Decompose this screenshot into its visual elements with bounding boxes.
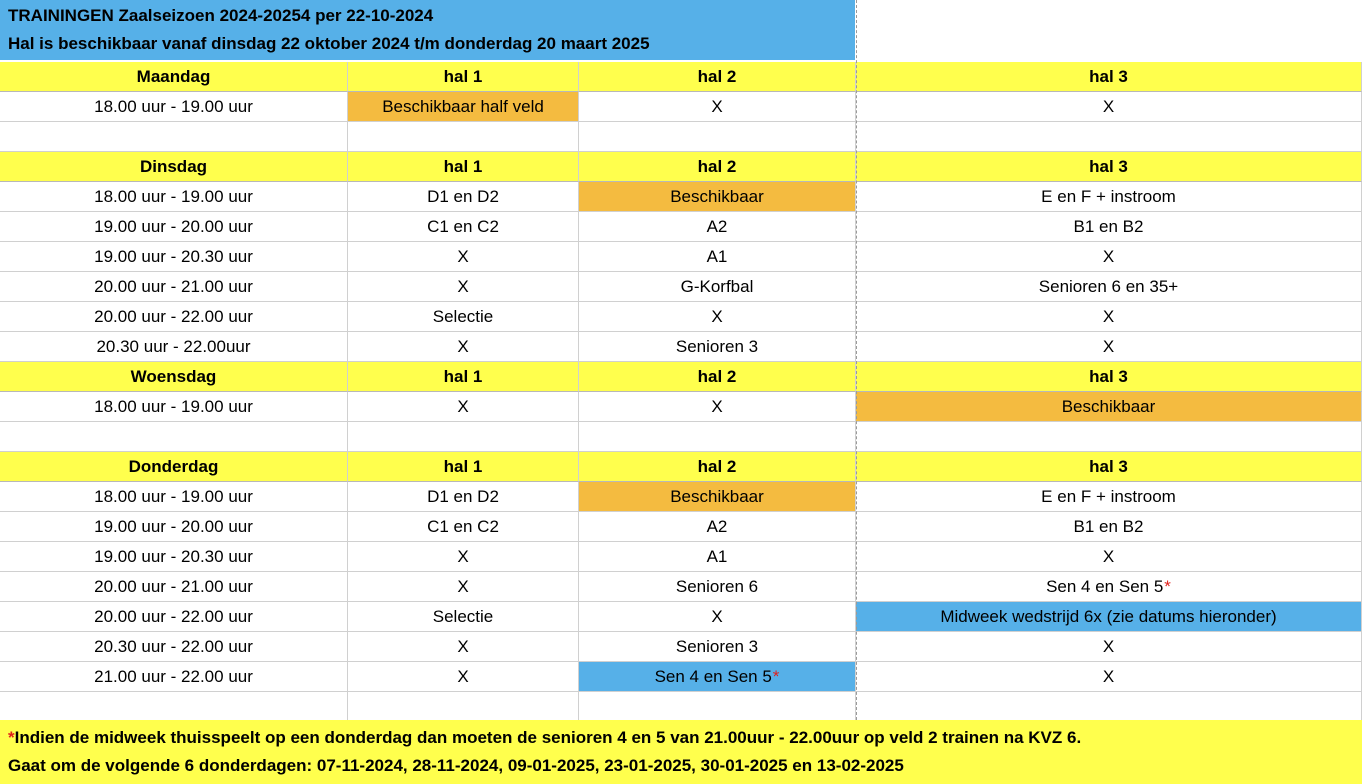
cell-text: X <box>1102 636 1115 656</box>
table-row <box>0 272 1362 302</box>
hal1-cell[interactable] <box>348 242 579 272</box>
cell-text: 20.00 uur - 21.00 uur <box>94 276 253 296</box>
title-line-2: Hal is beschikbaar vanaf dinsdag 22 oktober 2024 t/m donderdag 20 maart 2025 <box>8 34 650 53</box>
time-cell[interactable] <box>0 512 348 542</box>
cell-text: Senioren 3 <box>675 636 759 656</box>
day-label[interactable] <box>0 452 348 482</box>
hal3-cell[interactable] <box>856 602 1362 632</box>
hall-header[interactable] <box>348 452 579 482</box>
title-line-1: TRAININGEN Zaalseizoen 2024-20254 per 22-10-2024 <box>8 6 434 25</box>
hal3-cell[interactable] <box>856 332 1362 362</box>
hal2-cell[interactable] <box>579 242 856 272</box>
cell-text: X <box>1102 246 1115 266</box>
hal3-cell[interactable] <box>856 482 1362 512</box>
table-row <box>0 572 1362 602</box>
footnote-line-1 <box>8 728 1081 748</box>
cell-text: hal 3 <box>1089 66 1128 86</box>
cell-text: hal 2 <box>697 456 737 476</box>
cell-text: Woensdag <box>130 366 217 386</box>
hal1-cell[interactable] <box>348 632 579 662</box>
footnote-star: * <box>8 728 15 747</box>
time-cell[interactable] <box>0 482 348 512</box>
cell-text: X <box>457 246 469 266</box>
table-row <box>0 392 1362 422</box>
cell-text: Senioren 3 <box>675 336 759 356</box>
hall-header[interactable] <box>348 152 579 182</box>
hal1-cell[interactable] <box>348 92 579 122</box>
cell-text: 20.30 uur - 22.00 uur <box>94 636 253 656</box>
hal2-cell[interactable] <box>579 602 856 632</box>
cell-text: X <box>711 606 723 626</box>
day-label[interactable] <box>0 62 348 92</box>
hal1-cell[interactable] <box>348 512 579 542</box>
time-cell[interactable] <box>0 242 348 272</box>
table-row <box>0 212 1362 242</box>
time-cell[interactable] <box>0 692 348 722</box>
table-row <box>0 632 1362 662</box>
footnote-block[interactable] <box>0 720 1362 784</box>
hal1-cell[interactable] <box>348 332 579 362</box>
cell-text: hal 1 <box>443 156 483 176</box>
empty-cell[interactable] <box>855 0 1362 60</box>
title-block[interactable] <box>0 0 855 60</box>
cell-text: hal 3 <box>1089 366 1128 386</box>
cell-text: A2 <box>706 216 728 236</box>
cell-text: Senioren 6 <box>675 576 759 596</box>
cell-text: 19.00 uur - 20.30 uur <box>94 246 253 266</box>
cell-text: 21.00 uur - 22.00 uur <box>94 666 253 686</box>
hal1-cell[interactable] <box>348 572 579 602</box>
hal1-cell[interactable] <box>348 542 579 572</box>
cell-text: hal 1 <box>443 456 483 476</box>
time-cell[interactable] <box>0 302 348 332</box>
time-cell[interactable] <box>0 212 348 242</box>
cell-text: Beschikbaar <box>1061 396 1156 416</box>
hal3-cell[interactable] <box>856 632 1362 662</box>
hal3-cell[interactable] <box>856 572 1362 602</box>
hal1-cell[interactable] <box>348 122 579 152</box>
cell-text: X <box>457 576 469 596</box>
cell-text: E en F + instroom <box>1041 186 1176 206</box>
hal2-cell[interactable] <box>579 182 856 212</box>
cell-text: X <box>457 666 469 686</box>
hall-header[interactable] <box>348 362 579 392</box>
cell-text: Beschikbaar half veld <box>382 96 544 116</box>
hall-header[interactable] <box>579 452 856 482</box>
time-cell[interactable] <box>0 542 348 572</box>
cell-text: Senioren 6 en 35+ <box>1038 276 1179 296</box>
cell-text: B1 en B2 <box>1073 216 1144 236</box>
table-row <box>0 542 1362 572</box>
cell-text: Selectie <box>432 606 494 626</box>
cell-text: X <box>1102 306 1115 326</box>
hal3-cell[interactable] <box>856 542 1362 572</box>
time-cell[interactable] <box>0 662 348 692</box>
cell-text: X <box>457 636 469 656</box>
empty-row <box>0 122 1362 152</box>
table-row <box>0 242 1362 272</box>
cell-text: X <box>1102 666 1115 686</box>
cell-text: 20.00 uur - 22.00 uur <box>94 306 253 326</box>
empty-row <box>0 422 1362 452</box>
hal2-cell[interactable] <box>579 512 856 542</box>
cell-text: 20.00 uur - 21.00 uur <box>94 576 253 596</box>
time-cell[interactable] <box>0 392 348 422</box>
day-header-row <box>0 152 1362 182</box>
hal2-cell[interactable] <box>579 332 856 362</box>
cell-text: A2 <box>706 516 728 536</box>
hal2-cell[interactable] <box>579 302 856 332</box>
cell-text: C1 en C2 <box>427 216 499 236</box>
hal2-cell[interactable] <box>579 92 856 122</box>
hal3-cell[interactable] <box>856 662 1362 692</box>
hal1-cell[interactable] <box>348 302 579 332</box>
cell-text: Beschikbaar <box>670 186 764 206</box>
cell-text: 20.30 uur - 22.00uur <box>96 336 251 356</box>
cell-text: hal 2 <box>697 66 737 86</box>
time-cell[interactable] <box>0 272 348 302</box>
cell-text: hal 1 <box>443 66 483 86</box>
time-cell[interactable] <box>0 632 348 662</box>
footnote-text-1: Indien de midweek thuisspeelt op een donderdag dan moeten de senioren 4 en 5 van 21.00uur - 22.00uur op veld 2 trainen na KVZ 6. <box>14 728 1082 747</box>
hal2-cell[interactable] <box>579 692 856 722</box>
cell-text: X <box>457 546 469 566</box>
hal1-cell[interactable] <box>348 662 579 692</box>
hal1-cell[interactable] <box>348 692 579 722</box>
hal1-cell[interactable] <box>348 272 579 302</box>
hal3-cell[interactable] <box>856 422 1362 452</box>
table-row <box>0 662 1362 692</box>
hal2-cell[interactable] <box>579 662 856 692</box>
cell-text: hal 3 <box>1089 456 1128 476</box>
cell-text: X <box>457 336 469 356</box>
cell-text: D1 en D2 <box>427 486 499 506</box>
cell-text: 18.00 uur - 19.00 uur <box>94 186 253 206</box>
table-row <box>0 302 1362 332</box>
cell-text: Selectie <box>432 306 494 326</box>
footnote-marker: * <box>1164 576 1171 596</box>
time-cell[interactable] <box>0 182 348 212</box>
cell-text: X <box>457 276 469 296</box>
hal1-cell[interactable] <box>348 182 579 212</box>
hal2-cell[interactable] <box>579 122 856 152</box>
hal1-cell[interactable] <box>348 422 579 452</box>
cell-text: C1 en C2 <box>427 516 499 536</box>
hal2-cell[interactable] <box>579 632 856 662</box>
time-cell[interactable] <box>0 572 348 602</box>
cell-text: 19.00 uur - 20.00 uur <box>94 216 253 236</box>
hal3-cell[interactable] <box>856 272 1362 302</box>
empty-row <box>0 692 1362 722</box>
hal1-cell[interactable] <box>348 212 579 242</box>
cell-text: 18.00 uur - 19.00 uur <box>94 396 253 416</box>
hall-header[interactable] <box>579 152 856 182</box>
hal2-cell[interactable] <box>579 572 856 602</box>
cell-text: Beschikbaar <box>670 486 764 506</box>
cell-text: 20.00 uur - 22.00 uur <box>94 606 253 626</box>
cell-text: A1 <box>706 546 728 566</box>
cell-text: X <box>457 396 469 416</box>
hal2-cell[interactable] <box>579 272 856 302</box>
time-cell[interactable] <box>0 332 348 362</box>
cell-text: X <box>711 306 723 326</box>
cell-text: D1 en D2 <box>427 186 499 206</box>
hal2-cell[interactable] <box>579 482 856 512</box>
cell-text: hal 2 <box>697 366 737 386</box>
cell-text: Sen 4 en Sen 5 <box>1046 576 1164 596</box>
cell-text: X <box>711 96 723 116</box>
cell-text: hal 2 <box>697 156 737 176</box>
cell-text: 19.00 uur - 20.30 uur <box>94 546 253 566</box>
cell-text: hal 1 <box>443 366 483 386</box>
hal2-cell[interactable] <box>579 392 856 422</box>
hal1-cell[interactable] <box>348 482 579 512</box>
cell-text: X <box>1102 546 1115 566</box>
day-header-row <box>0 452 1362 482</box>
hall-header[interactable] <box>856 362 1362 392</box>
hall-header[interactable] <box>579 362 856 392</box>
cell-text: 19.00 uur - 20.00 uur <box>94 516 253 536</box>
table-row <box>0 92 1362 122</box>
table-row <box>0 182 1362 212</box>
day-label[interactable] <box>0 152 348 182</box>
table-row <box>0 512 1362 542</box>
footnote-marker: * <box>772 666 780 686</box>
cell-text: X <box>1102 96 1115 116</box>
cell-text: Donderdag <box>128 456 219 476</box>
table-row <box>0 332 1362 362</box>
cell-text: Midweek wedstrijd 6x (zie datums hieronder) <box>940 606 1277 626</box>
cell-text: Sen 4 en Sen 5 <box>654 666 772 686</box>
day-header-row <box>0 62 1362 92</box>
hal3-cell[interactable] <box>856 302 1362 332</box>
table-row <box>0 482 1362 512</box>
cell-text: A1 <box>706 246 728 266</box>
hal2-cell[interactable] <box>579 422 856 452</box>
hal2-cell[interactable] <box>579 212 856 242</box>
hal3-cell[interactable] <box>856 92 1362 122</box>
hall-header[interactable] <box>856 62 1362 92</box>
cell-text: E en F + instroom <box>1041 486 1176 506</box>
cell-text: X <box>711 396 723 416</box>
footnote-line-2: Gaat om de volgende 6 donderdagen: 07-11-2024, 28-11-2024, 09-01-2025, 23-01-2025, 30-01-2025 en 13-02-2025 <box>8 756 904 775</box>
hall-header[interactable] <box>579 62 856 92</box>
hal1-cell[interactable] <box>348 602 579 632</box>
hal3-cell[interactable] <box>856 692 1362 722</box>
hal3-cell[interactable] <box>856 392 1362 422</box>
cell-text: 18.00 uur - 19.00 uur <box>94 486 253 506</box>
hall-header[interactable] <box>856 152 1362 182</box>
cell-text: B1 en B2 <box>1073 516 1144 536</box>
hal3-cell[interactable] <box>856 512 1362 542</box>
hall-header[interactable] <box>856 452 1362 482</box>
time-cell[interactable] <box>0 122 348 152</box>
cell-text: G-Korfbal <box>680 276 754 296</box>
day-label[interactable] <box>0 362 348 392</box>
cell-text: X <box>1102 336 1115 356</box>
hal3-cell[interactable] <box>856 182 1362 212</box>
day-header-row <box>0 362 1362 392</box>
hal3-cell[interactable] <box>856 122 1362 152</box>
hal3-cell[interactable] <box>856 212 1362 242</box>
hal1-cell[interactable] <box>348 392 579 422</box>
cell-text: Dinsdag <box>139 156 208 176</box>
time-cell[interactable] <box>0 422 348 452</box>
hal2-cell[interactable] <box>579 542 856 572</box>
hal3-cell[interactable] <box>856 242 1362 272</box>
time-cell[interactable] <box>0 602 348 632</box>
time-cell[interactable] <box>0 92 348 122</box>
cell-text: 18.00 uur - 19.00 uur <box>94 96 253 116</box>
cell-text: Maandag <box>136 66 211 86</box>
page-break-line <box>856 0 857 720</box>
cell-text: hal 3 <box>1089 156 1128 176</box>
hall-header[interactable] <box>348 62 579 92</box>
table-row <box>0 602 1362 632</box>
